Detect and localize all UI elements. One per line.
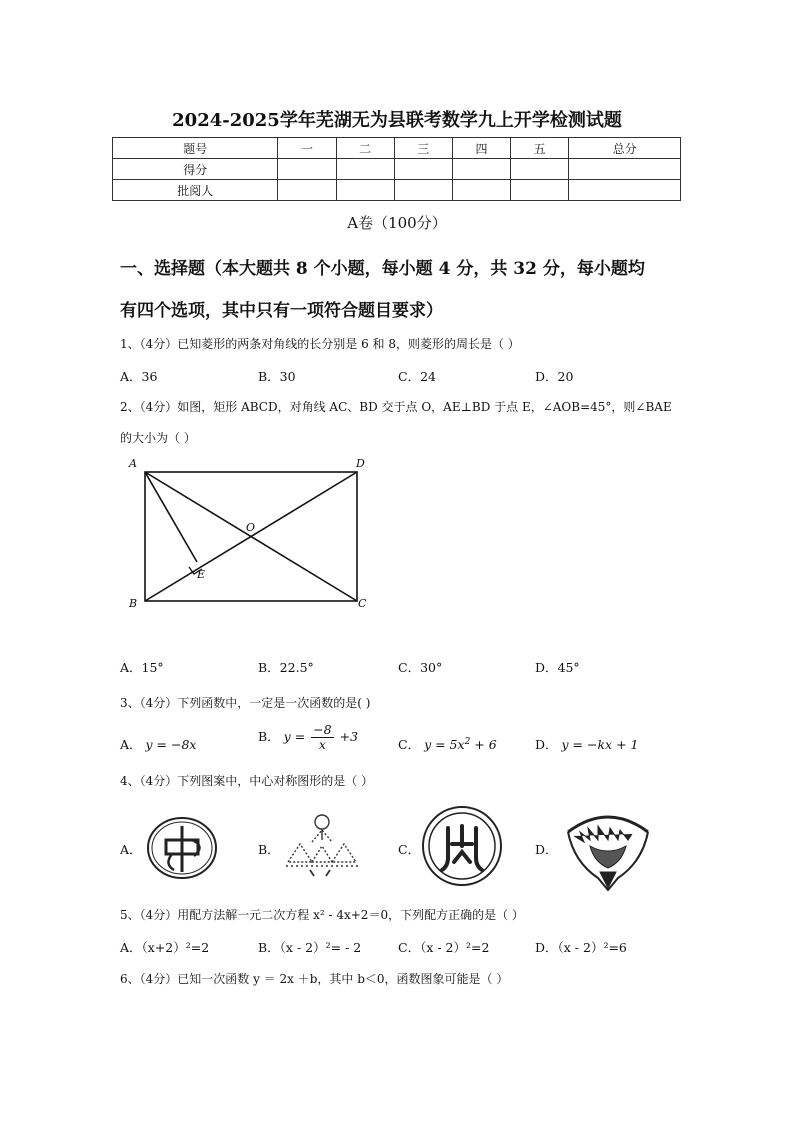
table-cell: [452, 159, 510, 180]
q3-option-d: [535, 735, 638, 753]
emblem-a-icon: [142, 810, 222, 886]
label-e: E: [197, 568, 206, 581]
table-cell: [452, 180, 510, 201]
q6-stem: 6、（4分）已知一次函数 y ＝ 2x ＋b，其中 b＜0，函数图象可能是（ ）: [120, 972, 509, 986]
q2-option-c: C．30°: [398, 660, 443, 675]
exam-title: 2024-2025学年芜湖无为县联考数学九上开学检测试题: [172, 110, 622, 131]
section-a-heading: A卷（100分）: [347, 214, 447, 232]
emblem-c-icon: [420, 804, 504, 888]
q2-option-a: A．15°: [120, 660, 164, 675]
score-table-row: [113, 159, 681, 180]
q5-option-c: C．（x - 2）²=2: [398, 940, 490, 955]
fraction-denominator: x: [318, 737, 326, 752]
table-cell: 三: [394, 138, 452, 159]
table-cell: 题号: [113, 138, 278, 159]
q3-option-a: [120, 735, 196, 753]
q5-option-a: A．（x+2）²=2: [120, 940, 210, 955]
q4-label-d: D．: [535, 842, 558, 857]
q4-stem: 4、（4分）下列图案中，中心对称图形的是（ ）: [120, 774, 374, 788]
q2-option-b: B．22.5°: [258, 660, 314, 675]
table-cell: [336, 180, 394, 201]
q2-stem-line1: 2、（4分）如图，矩形 ABCD，对角线 AC、BD 交于点 O，AE⊥BD 于点 E，∠AOB=45°，则∠BAE: [120, 400, 672, 414]
q3-b-fraction: [311, 723, 333, 752]
q2-stem-line2: 的大小为（ ）: [120, 431, 196, 445]
table-cell: 二: [336, 138, 394, 159]
table-cell: [511, 180, 569, 201]
q3-option-b: [258, 723, 358, 752]
emblem-b-icon: [282, 808, 362, 888]
q1-option-a: A．36: [120, 369, 158, 384]
table-cell: [511, 159, 569, 180]
q1-stem: 1、（4分）已知菱形的两条对角线的长分别是 6 和 8，则菱形的周长是（ ）: [120, 337, 520, 351]
q1-option-b: B．30: [258, 369, 296, 384]
q5-option-b: B．（x - 2）²= - 2: [258, 940, 362, 955]
fraction-numerator: −8: [313, 722, 332, 737]
table-cell: 得分: [113, 159, 278, 180]
q3-d-expression: y = −kx + 1: [561, 737, 639, 752]
q3-c-expression: y = 5x: [424, 737, 465, 752]
q4-label-b: B．: [258, 842, 280, 857]
option-label: B．: [258, 729, 280, 744]
option-label: A．: [120, 737, 142, 752]
table-cell: [278, 159, 336, 180]
part1-heading-line1: 一、选择题（本大题共 8 个小题，每小题 4 分，共 32 分，每小题均: [120, 259, 645, 279]
q3-b-lhs: y =: [283, 729, 306, 744]
label-b: B: [129, 597, 138, 610]
table-cell: 总分: [569, 138, 681, 159]
segment-ae: [145, 472, 197, 562]
q3-option-c: [398, 735, 497, 753]
q2-option-d: D．45°: [535, 660, 580, 675]
emblem-d-icon: [560, 802, 656, 894]
table-cell: [569, 180, 681, 201]
table-cell: 五: [511, 138, 569, 159]
q3-a-expression: y = −8x: [145, 737, 197, 752]
score-table: [112, 137, 681, 201]
q1-option-d: D．20: [535, 369, 574, 384]
table-cell: [569, 159, 681, 180]
score-table-row: [113, 180, 681, 201]
label-d: D: [356, 457, 365, 470]
table-cell: [394, 180, 452, 201]
q3-stem: 3、（4分）下列函数中，一定是一次函数的是( ): [120, 696, 371, 710]
q3-c-tail: + 6: [470, 737, 497, 752]
label-c: C: [358, 597, 367, 610]
q4-label-c: C．: [398, 842, 421, 857]
q5-stem: 5、（4分）用配方法解一元二次方程 x² - 4x+2＝0，下列配方正确的是（ ）: [120, 908, 524, 922]
table-cell: 四: [452, 138, 510, 159]
part1-heading-line2: 有四个选项，其中只有一项符合题目要求）: [120, 301, 443, 321]
option-label: D．: [535, 737, 558, 752]
score-table-header-row: [113, 138, 681, 159]
q3-b-rhs: +3: [339, 729, 359, 744]
table-cell: 批阅人: [113, 180, 278, 201]
label-a: A: [129, 457, 137, 470]
label-o: O: [246, 521, 256, 534]
table-cell: 一: [278, 138, 336, 159]
option-label: C．: [398, 737, 421, 752]
q4-label-a: A．: [120, 842, 142, 857]
table-cell: [394, 159, 452, 180]
q3-c-exponent: 2: [464, 736, 471, 747]
q1-option-c: C．24: [398, 369, 436, 384]
table-cell: [278, 180, 336, 201]
table-cell: [336, 159, 394, 180]
q5-option-d: D．（x - 2）²=6: [535, 940, 627, 955]
rectangle-figure: [120, 452, 380, 617]
